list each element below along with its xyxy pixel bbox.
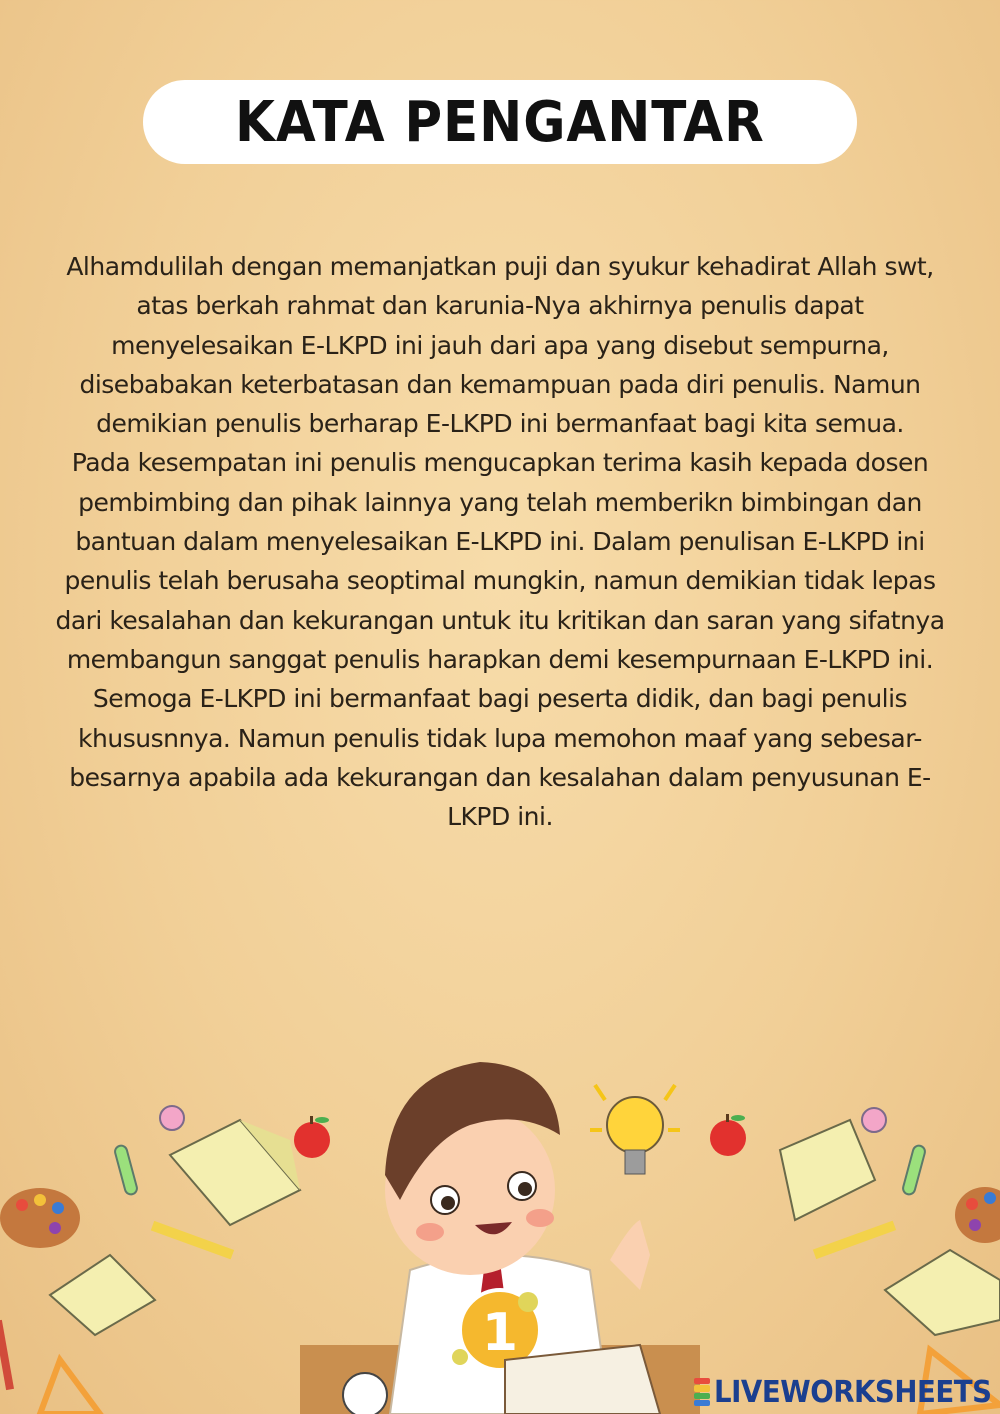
- ruler-icon: [151, 1221, 234, 1259]
- ruler-icon: [813, 1221, 896, 1259]
- flask-icon: [862, 1108, 886, 1132]
- paint-palette-icon: [0, 1188, 80, 1248]
- apple-icon: [710, 1114, 746, 1156]
- apple-icon: [294, 1116, 330, 1158]
- paragraph-3: Semoga E-LKPD ini bermanfaat bagi peserta didik, dan bagi penulis khususnnya. Namun penulis tidak lupa memohon maaf yang sebesar-besarnya apabila ada kekurangan dan kesalahan dalam penyusunan E-LKPD ini.: [69, 684, 931, 832]
- page-title: KATA PENGANTAR: [235, 89, 765, 155]
- watermark-text: LIVEWORKSHEETS: [714, 1374, 992, 1410]
- pencil-icon: [0, 1320, 14, 1390]
- open-book-icon: [170, 1120, 300, 1225]
- open-book-icon: [50, 1255, 155, 1335]
- watermark: [694, 1374, 1000, 1410]
- title-banner: [143, 80, 857, 164]
- paragraph-2: Pada kesempatan ini penulis mengucapkan terima kasih kepada dosen pembimbing dan pihak lainnya yang telah memberikn bimbingan dan bantuan dalam menyelesaikan E-LKPD ini. Dalam penulisan E-LKPD ini penulis telah berusaha seoptimal mungkin, namun demikian tidak lepas dari kesalahan dan kekurangan untuk itu kritikan dan saran yang sifatnya membangun sanggat penulis harapkan demi kesempurnaan E-LKPD ini.: [55, 448, 945, 674]
- flask-icon: [160, 1106, 184, 1130]
- test-tube-icon: [114, 1144, 139, 1195]
- liveworksheets-logo-icon: [694, 1378, 710, 1406]
- letter-e-icon: [343, 1373, 387, 1414]
- student-illustration: [0, 1040, 1000, 1414]
- paint-palette-icon: [955, 1187, 1000, 1243]
- preface-body: [50, 247, 950, 836]
- open-book-icon: [780, 1120, 875, 1220]
- paragraph-1: Alhamdulilah dengan memanjatkan puji dan syukur kehadirat Allah swt, atas berkah rahmat dan karunia-Nya akhirnya penulis dapat menyelesaikan E-LKPD ini jauh dari apa yang disebut sempurna, disebabakan keterbatasan dan kemampuan pada diri penulis. Namun demikian penulis berharap E-LKPD ini bermanfaat bagi kita semua.: [66, 252, 934, 439]
- badge-number: 1: [481, 1303, 519, 1363]
- light-bulb-icon: [590, 1085, 680, 1174]
- set-square-icon: [40, 1360, 100, 1414]
- open-book-icon: [885, 1250, 1000, 1335]
- test-tube-icon: [902, 1144, 927, 1195]
